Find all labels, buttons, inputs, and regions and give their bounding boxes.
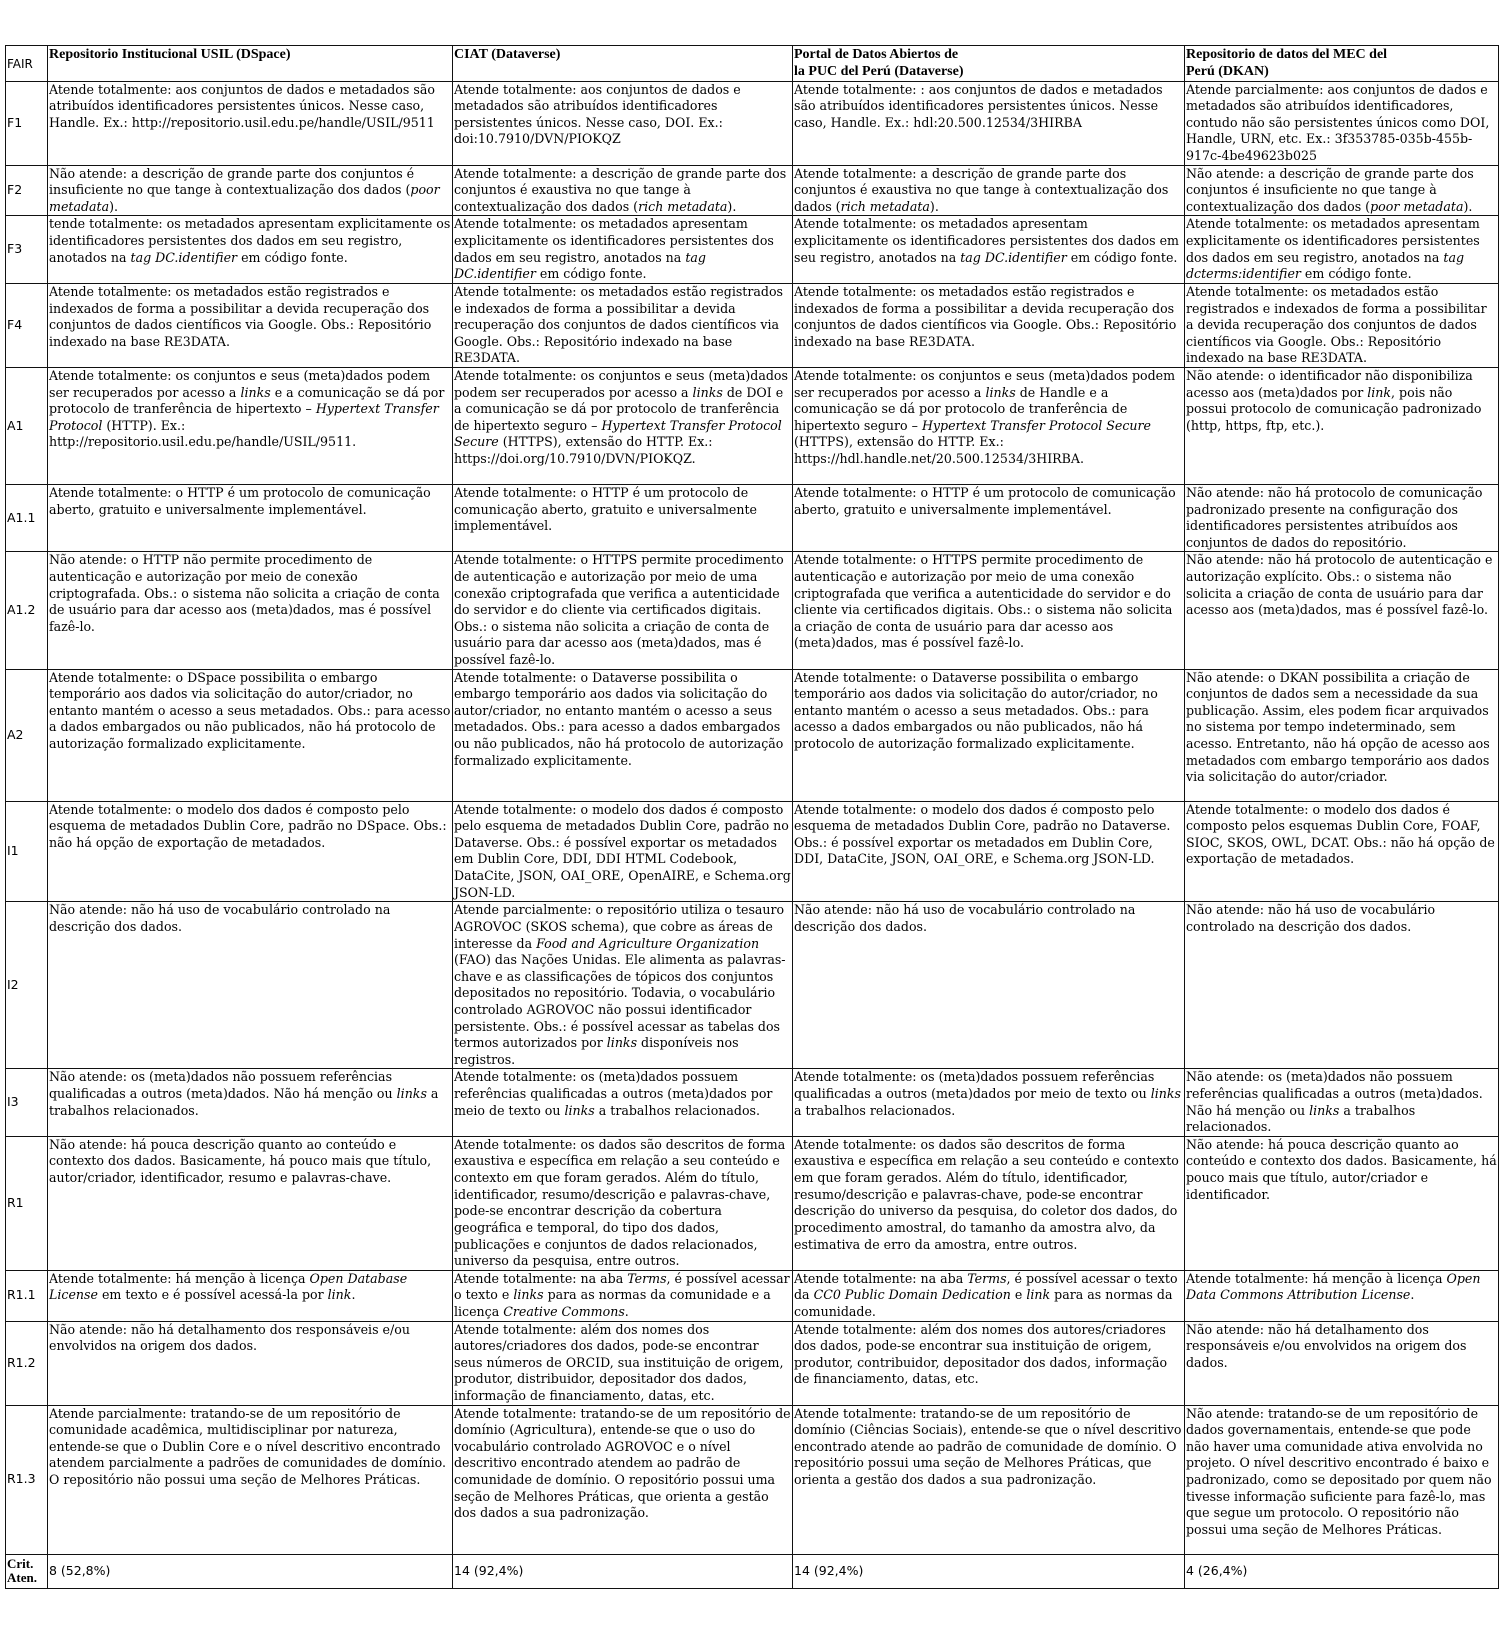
cell-ciat: Atende totalmente: os metadados estão registrados e indexados de forma a possibilitar a devida recuperação dos conjuntos de dados científicos via Google. Obs.: Repositório indexado na base RE3DATA. (453, 283, 793, 367)
criterion-label: R1.3 (6, 1405, 48, 1554)
criterion-label: A1.1 (6, 484, 48, 551)
cell-pucp: Atende totalmente: o HTTPS permite procedimento de autenticação e autorização por meio de uma conexão criptografada que verifica a autenticidade do servidor e do cliente via certificados digitais. Obs.: o sistema não solicita a criação de conta de usuário para dar acesso aos (meta)dados, mas é possível fazê-lo. (793, 552, 1185, 669)
criterion-label: R1.2 (6, 1321, 48, 1405)
criterion-label: A2 (6, 669, 48, 801)
table-row-r1-3 (6, 1405, 1499, 1554)
header-fair: FAIR (6, 46, 48, 82)
cell-ciat: Atende parcialmente: o repositório utiliza o tesauro AGROVOC (SKOS schema), que cobre as áreas de interesse da Food and Agriculture Organization (FAO) das Nações Unidas. Ele alimenta as palavras-chave e as classificações de tópicos dos conjuntos depositados no repositório. Todavia, o vocabulário controlado AGROVOC não possui identificador persistente. Obs.: é possível acessar as tabelas dos termos autorizados por links disponíveis nos registros. (453, 902, 793, 1069)
cell-ciat: Atende totalmente: na aba Terms, é possível acessar o texto e links para as normas da comunidade e a licença Creative Commons. (453, 1270, 793, 1321)
header-ciat: CIAT (Dataverse) (453, 46, 793, 82)
cell-pucp: Atende totalmente: o Dataverse possibilita o embargo temporário aos dados via solicitação do autor/criador, no entanto mantém o acesso a seus metadados. Obs.: para acesso a dados embargados ou não publicados, não há protocolo de autorização formalizado explicitamente. (793, 669, 1185, 801)
cell-ciat: Atende totalmente: os dados são descritos de forma exaustiva e específica em relação a seu conteúdo e contexto em que foram gerados. Além do título, identificador, resumo/descrição e palavras-chave, pode-se encontrar descrição da cobertura geográfica e temporal, do tipo dos dados, publicações e conjuntos de dados relacionados, universo da pesquisa, entre outros. (453, 1136, 793, 1270)
cell-ciat: Atende totalmente: o HTTP é um protocolo de comunicação aberto, gratuito e universalmente implementável. (453, 484, 793, 551)
cell-mec: Não atende: o identificador não disponibiliza acesso aos (meta)dados por link, pois não possui protocolo de comunicação padronizado (http, https, ftp, etc.). (1185, 367, 1499, 484)
header-mec (1185, 46, 1499, 82)
criterion-label: F3 (6, 216, 48, 283)
cell-mec: Atende totalmente: os metadados apresentam explicitamente os identificadores persistentes dos dados em seu registro, anotados na tag dcterms:identifier em código fonte. (1185, 216, 1499, 283)
cell-mec: Atende parcialmente: aos conjuntos de dados e metadados são atribuídos identificadores, contudo não são persistentes únicos como DOI, Handle, URN, etc. Ex.: 3f353785-035b-455b-917c-4be49623b025 (1185, 81, 1499, 165)
criterion-label: R1 (6, 1136, 48, 1270)
document-page (5, 45, 1498, 1589)
table-row-r1-1 (6, 1270, 1499, 1321)
cell-ciat: Atende totalmente: os metadados apresentam explicitamente os identificadores persistentes dos dados em seu registro, anotados na tag DC.identifier em código fonte. (453, 216, 793, 283)
cell-ciat: Atende totalmente: a descrição de grande parte dos conjuntos é exaustiva no que tange à contextualização dos dados (rich metadata). (453, 165, 793, 216)
cell-mec: Não atende: não há uso de vocabulário controlado na descrição dos dados. (1185, 902, 1499, 1069)
table-row-a1-1 (6, 484, 1499, 551)
footer-label: Crit. Aten. (6, 1554, 48, 1588)
cell-mec: Atende totalmente: o modelo dos dados é composto pelos esquemas Dublin Core, FOAF, SIOC, SKOS, OWL, DCAT. Obs.: não há opção de exportação de metadados. (1185, 801, 1499, 902)
cell-usil: Atende totalmente: o DSpace possibilita o embargo temporário aos dados via solicitação do autor/criador, no entanto mantém o acesso a seus metadados. Obs.: para acesso a dados embargados ou não publicados, não há protocolo de autorização formalizado explicitamente. (48, 669, 453, 801)
cell-mec: Não atende: os (meta)dados não possuem referências qualificadas a outros (meta)dados. Não há menção ou links a trabalhos relacionados. (1185, 1069, 1499, 1136)
criterion-label: F1 (6, 81, 48, 165)
criterion-label: F2 (6, 165, 48, 216)
cell-usil: Não atende: não há uso de vocabulário controlado na descrição dos dados. (48, 902, 453, 1069)
cell-ciat: Atende totalmente: além dos nomes dos autores/criadores dos dados, pode-se encontrar seus números de ORCID, sua instituição de origem, produtor, distribuidor, depositador dos dados, informação de financiamento, datas, etc. (453, 1321, 793, 1405)
header-usil: Repositorio Institucional USIL (DSpace) (48, 46, 453, 82)
cell-ciat: Atende totalmente: o modelo dos dados é composto pelo esquema de metadados Dublin Core, padrão no Dataverse. Obs.: é possível exportar os metadados em Dublin Core, DDI, DDI HTML Codebook, DataCite, JSON, OAI_ORE, OpenAIRE, e Schema.org JSON-LD. (453, 801, 793, 902)
cell-ciat: Atende totalmente: os conjuntos e seus (meta)dados podem ser recuperados por acesso a links de DOI e a comunicação se dá por protocolo de tranferência de hipertexto seguro – Hypertext Transfer Protocol Secure (HTTPS), extensão do HTTP. Ex.: https://doi.org/10.7910/DVN/PIOKQZ. (453, 367, 793, 484)
table-row-i2 (6, 902, 1499, 1069)
cell-usil: Atende totalmente: o modelo dos dados é composto pelo esquema de metadados Dublin Core, padrão no DSpace. Obs.: não há opção de exportação de metadados. (48, 801, 453, 902)
cell-pucp: Não atende: não há uso de vocabulário controlado na descrição dos dados. (793, 902, 1185, 1069)
cell-usil: Atende totalmente: há menção à licença Open Database License em texto e é possível acessá-la por link. (48, 1270, 453, 1321)
header-pucp-line1: Portal de Datos Abiertos de (794, 47, 959, 62)
cell-ciat: Atende totalmente: tratando-se de um repositório de domínio (Agricultura), entende-se que o uso do vocabulário controlado AGROVOC e o nível descritivo encontrado atendem ao padrão de comunidade de domínio. O repositório possui uma seção de Melhores Práticas, que orienta a gestão dos dados a sua padronização. (453, 1405, 793, 1554)
cell-mec: Não atende: não há protocolo de comunicação padronizado presente na configuração dos identificadores persistentes atribuídos aos conjuntos de dados do repositório. (1185, 484, 1499, 551)
cell-pucp: Atende totalmente: os metadados apresentam explicitamente os identificadores persistentes dos dados em seu registro, anotados na tag DC.identifier em código fonte. (793, 216, 1185, 283)
table-row-f4 (6, 283, 1499, 367)
cell-mec: Não atende: o DKAN possibilita a criação de conjuntos de dados sem a necessidade da sua publicação. Assim, eles podem ficar arquivados no sistema por tempo indeterminado, sem acesso. Entretanto, não há opção de acesso aos metadados com embargo temporário aos dados via solicitação do autor/criador. (1185, 669, 1499, 801)
total-ciat: 14 (92,4%) (453, 1554, 793, 1588)
header-mec-line2: Perú (DKAN) (1186, 63, 1269, 79)
criterion-label: I3 (6, 1069, 48, 1136)
header-mec-line1: Repositorio de datos del MEC del (1186, 47, 1388, 62)
criterion-label: F4 (6, 283, 48, 367)
cell-usil: Atende totalmente: aos conjuntos de dados e metadados são atribuídos identificadores persistentes únicos. Nesse caso, Handle. Ex.: http://repositorio.usil.edu.pe/handle/USIL/9511 (48, 81, 453, 165)
cell-mec: Atende totalmente: há menção à licença Open Data Commons Attribution License. (1185, 1270, 1499, 1321)
cell-usil: Não atende: a descrição de grande parte dos conjuntos é insuficiente no que tange à contextualização dos dados (poor metadata). (48, 165, 453, 216)
cell-ciat: Atende totalmente: os (meta)dados possuem referências qualificadas a outros (meta)dados por meio de texto ou links a trabalhos relacionados. (453, 1069, 793, 1136)
cell-usil: tende totalmente: os metadados apresentam explicitamente os identificadores persistentes dos dados em seu registro, anotados na tag DC.identifier em código fonte. (48, 216, 453, 283)
table-header-row (6, 46, 1499, 82)
criterion-label: R1.1 (6, 1270, 48, 1321)
criterion-label: I1 (6, 801, 48, 902)
cell-pucp: Atende totalmente: os metadados estão registrados e indexados de forma a possibilitar a devida recuperação dos conjuntos de dados científicos via Google. Obs.: Repositório indexado na base RE3DATA. (793, 283, 1185, 367)
cell-ciat: Atende totalmente: aos conjuntos de dados e metadados são atribuídos identificadores persistentes únicos. Nesse caso, DOI. Ex.: doi:10.7910/DVN/PIOKQZ (453, 81, 793, 165)
cell-usil: Atende parcialmente: tratando-se de um repositório de comunidade acadêmica, multidisciplinar por natureza, entende-se que o Dublin Core e o nível descritivo encontrado atendem parcialmente a padrões de comunidades de domínio. O repositório não possui uma seção de Melhores Práticas. (48, 1405, 453, 1554)
cell-usil: Não atende: há pouca descrição quanto ao conteúdo e contexto dos dados. Basicamente, há pouco mais que título, autor/criador, identificador, resumo e palavras-chave. (48, 1136, 453, 1270)
cell-pucp: Atende totalmente: a descrição de grande parte dos conjuntos é exaustiva no que tange à contextualização dos dados (rich metadata). (793, 165, 1185, 216)
cell-pucp: Atende totalmente: além dos nomes dos autores/criadores dos dados, pode-se encontrar sua instituição de origem, produtor, contribuidor, depositador dos dados, informação de financiamento, datas, etc. (793, 1321, 1185, 1405)
cell-mec: Não atende: há pouca descrição quanto ao conteúdo e contexto dos dados. Basicamente, há pouco mais que título, autor/criador e identificador. (1185, 1136, 1499, 1270)
cell-ciat: Atende totalmente: o Dataverse possibilita o embargo temporário aos dados via solicitação do autor/criador, no entanto mantém o acesso a seus metadados. Obs.: para acesso a dados embargados ou não publicados, não há protocolo de autorização formalizado explicitamente. (453, 669, 793, 801)
table-row-f1 (6, 81, 1499, 165)
cell-pucp: Atende totalmente: os conjuntos e seus (meta)dados podem ser recuperados por acesso a links de Handle e a comunicação se dá por protocolo de tranferência de hipertexto seguro – Hypertext Transfer Protocol Secure (HTTPS), extensão do HTTP. Ex.: https://hdl.handle.net/20.500.12534/3HIRBA. (793, 367, 1185, 484)
cell-mec: Atende totalmente: os metadados estão registrados e indexados de forma a possibilitar a devida recuperação dos conjuntos de dados científicos via Google. Obs.: Repositório indexado na base RE3DATA. (1185, 283, 1499, 367)
table-row-i3 (6, 1069, 1499, 1136)
cell-usil: Atende totalmente: os conjuntos e seus (meta)dados podem ser recuperados por acesso a links e a comunicação se dá por protocolo de tranferência de hipertexto – Hypertext Transfer Protocol (HTTP). Ex.: http://repositorio.usil.edu.pe/handle/USIL/9511. (48, 367, 453, 484)
total-pucp: 14 (92,4%) (793, 1554, 1185, 1588)
fair-comparison-table (5, 45, 1499, 1589)
cell-pucp: Atende totalmente: o HTTP é um protocolo de comunicação aberto, gratuito e universalmente implementável. (793, 484, 1185, 551)
table-row-f2 (6, 165, 1499, 216)
table-row-r1-2 (6, 1321, 1499, 1405)
cell-ciat: Atende totalmente: o HTTPS permite procedimento de autenticação e autorização por meio de uma conexão criptografada que verifica a autenticidade do servidor e do cliente via certificados digitais. Obs.: o sistema não solicita a criação de conta de usuário para dar acesso aos (meta)dados, mas é possível fazê-lo. (453, 552, 793, 669)
criterion-label: I2 (6, 902, 48, 1069)
cell-mec: Não atende: a descrição de grande parte dos conjuntos é insuficiente no que tange à contextualização dos dados (poor metadata). (1185, 165, 1499, 216)
table-row-r1 (6, 1136, 1499, 1270)
criterion-label: A1 (6, 367, 48, 484)
cell-pucp: Atende totalmente: tratando-se de um repositório de domínio (Ciências Sociais), entende-se que o nível descritivo encontrado atende ao padrão de comunidade de domínio. O repositório possui uma seção de Melhores Práticas, que orienta a gestão dos dados a sua padronização. (793, 1405, 1185, 1554)
table-row-a1-2 (6, 552, 1499, 669)
cell-usil: Não atende: os (meta)dados não possuem referências qualificadas a outros (meta)dados. Não há menção ou links a trabalhos relacionados. (48, 1069, 453, 1136)
cell-pucp: Atende totalmente: os (meta)dados possuem referências qualificadas a outros (meta)dados por meio de texto ou links a trabalhos relacionados. (793, 1069, 1185, 1136)
cell-mec: Não atende: não há protocolo de autenticação e autorização explícito. Obs.: o sistema não solicita a criação de conta de usuário para dar acesso aos (meta)dados, mas é possível fazê-lo. (1185, 552, 1499, 669)
table-row-i1 (6, 801, 1499, 902)
total-mec: 4 (26,4%) (1185, 1554, 1499, 1588)
criterion-label: A1.2 (6, 552, 48, 669)
cell-mec: Não atende: não há detalhamento dos responsáveis e/ou envolvidos na origem dos dados. (1185, 1321, 1499, 1405)
table-row-f3 (6, 216, 1499, 283)
header-pucp-line2: la PUC del Perú (Dataverse) (794, 63, 964, 79)
cell-usil: Atende totalmente: os metadados estão registrados e indexados de forma a possibilitar a devida recuperação dos conjuntos de dados científicos via Google. Obs.: Repositório indexado na base RE3DATA. (48, 283, 453, 367)
cell-usil: Não atende: não há detalhamento dos responsáveis e/ou envolvidos na origem dos dados. (48, 1321, 453, 1405)
total-usil: 8 (52,8%) (48, 1554, 453, 1588)
cell-pucp: Atende totalmente: o modelo dos dados é composto pelo esquema de metadados Dublin Core, padrão no Dataverse. Obs.: é possível exportar os metadados em Dublin Core, DDI, DataCite, JSON, OAI_ORE, e Schema.org JSON-LD. (793, 801, 1185, 902)
cell-usil: Não atende: o HTTP não permite procedimento de autenticação e autorização por meio de conexão criptografada. Obs.: o sistema não solicita a criação de conta de usuário para dar acesso aos (meta)dados, mas é possível fazê-lo. (48, 552, 453, 669)
table-footer-row (6, 1554, 1499, 1588)
header-pucp (793, 46, 1185, 82)
cell-mec: Não atende: tratando-se de um repositório de dados governamentais, entende-se que pode não haver uma comunidade ativa envolvida no projeto. O nível descritivo encontrado é baixo e padronizado, como se depositado por quem não tivesse informação suficiente para fazê-lo, mas que segue um protocolo. O repositório não possui uma seção de Melhores Práticas. (1185, 1405, 1499, 1554)
cell-pucp: Atende totalmente: : aos conjuntos de dados e metadados são atribuídos identificadores persistentes únicos. Nesse caso, Handle. Ex.: hdl:20.500.12534/3HIRBA (793, 81, 1185, 165)
table-row-a1 (6, 367, 1499, 484)
cell-usil: Atende totalmente: o HTTP é um protocolo de comunicação aberto, gratuito e universalmente implementável. (48, 484, 453, 551)
table-row-a2 (6, 669, 1499, 801)
cell-pucp: Atende totalmente: na aba Terms, é possível acessar o texto da CC0 Public Domain Dedication e link para as normas da comunidade. (793, 1270, 1185, 1321)
cell-pucp: Atende totalmente: os dados são descritos de forma exaustiva e específica em relação a seu conteúdo e contexto em que foram gerados. Além do título, identificador, resumo/descrição e palavras-chave, pode-se encontrar descrição do universo da pesquisa, do coletor dos dados, do procedimento amostral, do tamanho da amostra alvo, da estimativa de erro da amostra, entre outros. (793, 1136, 1185, 1270)
